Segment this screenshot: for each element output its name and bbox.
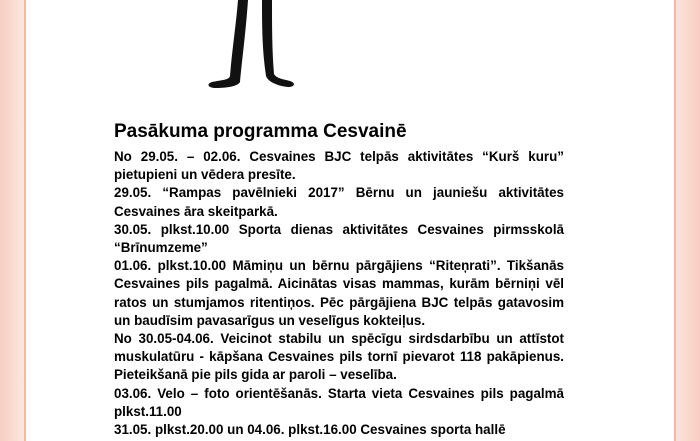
program-item: No 30.05-04.06. Veicinot stabilu un spēcīgu sirdsdarbību un attīstot muskulatūru - kāpšana Cesvaines pils tornī pievarot 118 pakāpienus. Pieteikšanā pie pils gida ar paroli – veselība. xyxy=(114,331,564,383)
program-item: 01.06. plkst.10.00 Māmiņu un bērnu pārgājiens “Riteņrati”. Tikšanās Cesvaines pils pagalmā. Aicinātas visas mammas, kurām bērniņi vēl ratos un stumjamos ritentiņos. Pēc pārgājiena BJC telpās gatavosim un baudīsim pavasarīgus un veselīgus kokteiļus. xyxy=(114,258,564,328)
stick-figure-legs-illustration xyxy=(200,0,300,95)
program-item: 03.06. Velo – foto orientēšanās. Starta vieta Cesvaines pils pagalmā plkst.11.00 xyxy=(114,385,564,419)
program-item: 29.05. “Rampas pavēlnieki 2017” Bērnu un jauniešu aktivitātes Cesvaines āra skeitparkā. xyxy=(114,185,564,219)
page-title: Pasākuma programma Cesvainē xyxy=(114,121,407,142)
event-program xyxy=(114,120,564,439)
right-decorative-border xyxy=(674,0,700,441)
program-item: 31.05. plkst.20.00 un 04.06. plkst.16.00 Cesvaines sporta hallē xyxy=(114,422,506,438)
program-item: 30.05. plkst.10.00 Sporta dienas aktivitātes Cesvaines pirmsskolā “Brīnumzeme” xyxy=(114,221,564,256)
left-decorative-border xyxy=(0,0,26,441)
program-item: No 29.05. – 02.06. Cesvaines BJC telpās aktivitātes “Kurš kuru” pietupieni un vēdera presīte. xyxy=(114,149,564,183)
